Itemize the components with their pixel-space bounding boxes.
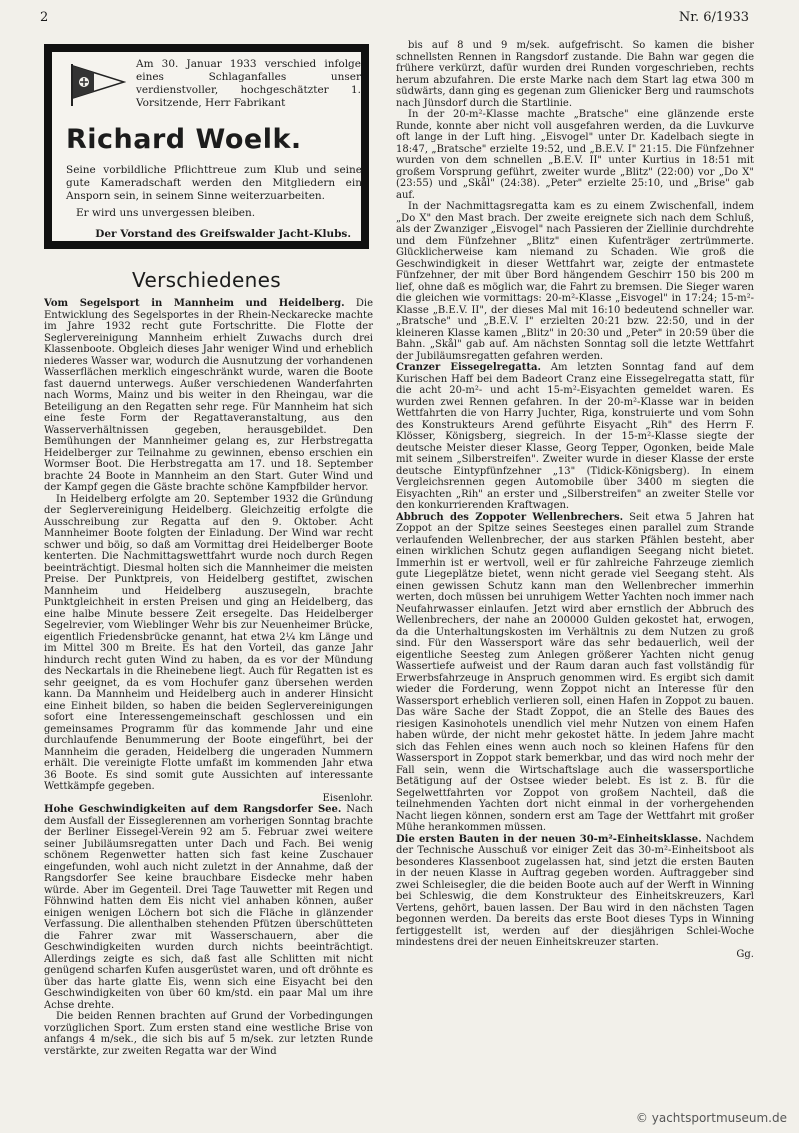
page-number: 2 xyxy=(40,10,49,25)
article-paragraph xyxy=(396,834,754,949)
article-paragraph xyxy=(396,109,754,201)
section-title: Verschiedenes xyxy=(132,268,281,292)
article-text: In Heidelberg erfolgte am 20. September 1932 die Gründung der Seglervereinigung Heidelberg. Gleichzeitig erfolgte die Ausschreibung zur Regatta auf den 9. Oktober. Acht Mannheimer Boote folgten der Einladung. Der Wind war recht schwer und böig, so daß am Vormittag drei Heidelberger Boote kenterten. Die Nachmittagswettfahrt wurde noch durch Regen beeinträchtigt. Diesmal holten sich die Mannheimer die meisten Preise. Der Punktpreis, von Heidelberg gestiftet, zwischen Mannheim und Heidelberg auszusegeln, brachte Punktgleichheit in ersten Preisen und ging an Heidelberg, das eine halbe Minute bessere Zeit ersegelte. Das Heidelberger Segelrevier, vom Wieblinger Wehr bis zur Neuenheimer Brücke, eigentlich Friedensbrücke genannt, hat etwa 2¼ km Länge und im Mittel 300 m Breite. Es hat den Vorteil, das ganze Jahr hindurch recht guten Wind zu haben, da es vor der Mündung des Neckartals in die Rheinebene liegt. Auch für Regatten ist es sehr geeignet, da es vom Hochufer ganz übersehen werden kann. Da Mannheim und Heidelberg auch in anderer Hinsicht eine Einheit bilden, so haben die beiden Seglervereinigungen sofort eine Interessengemeinschaft geschlossen und ein gemeinsames Programm für das kommende Jahr und eine durchlaufende Benummerung der Boote eingeführt, bei der Mannheim die geraden, Heidelberg die ungeraden Nummern erhält. Die vereinigte Flotte umfaßt im kommenden Jahr etwa 36 Boote. Es sind somit gute Aussichten auf interessante Wettkämpfe gegeben. xyxy=(44,493,373,792)
article-text: Die beiden Rennen brachten auf Grund der Vorbedingungen vorzüglichen Sport. Zum ersten stand eine westliche Brise von anfangs 4 m/sek., die sich bis auf 5 m/sek. zur letzten Runde verstärkte, zur zweiten Regatta war der Wind xyxy=(44,1011,373,1057)
article-paragraph xyxy=(44,1011,373,1057)
obituary-name: Richard Woelk. xyxy=(66,124,302,155)
article-heading: Cranzer Eissegelregatta. xyxy=(396,362,541,373)
article-paragraph xyxy=(44,298,373,494)
obituary-text: Seine vorbildliche Pflichttreue zum Klub und seine gute Kameradschaft werden den Mitgliedern ein Ansporn sein, in seinem Sinne weiterzuarbeiten. xyxy=(66,164,362,202)
obituary-signature: Der Vorstand des Greifswalder Jacht-Klubs. xyxy=(95,228,351,240)
article-paragraph xyxy=(396,40,754,109)
article-heading: Hohe Geschwindigkeiten auf dem Rangsdorfer See. xyxy=(44,804,342,815)
article-text: Gg. xyxy=(736,948,754,960)
article-paragraph xyxy=(396,362,754,512)
article-signature xyxy=(44,793,373,805)
article-text: Seit etwa 5 Jahren hat Zoppot an der Spitze seines Seesteges einen parallel zum Strande verlaufenden Wellenbrecher, der aus starken Pfählen besteht, aber einen wirklichen Schutz gegen auflandigen Seegang nicht bietet. Immerhin ist er wertvoll, weil er für zahlreiche Fahrzeuge ziemlich gute Liegeplätze bietet, wenn nicht gerade viel Seegang steht. Als einen gewissen Schutz kann man den Wellenbrecher immerhin werten, doch müssen bei unruhigem Wetter Yachten noch immer nach Neufahrwasser einlaufen. Jetzt wird aber ernstlich der Abbruch des Wellenbrechers, der nahe an 200000 Gulden gekostet hat, erwogen, da die Unterhaltungskosten im Verhältnis zu dem Nutzen zu groß sind. Für den Wassersport wäre das sehr bedauerlich, weil der eigentliche Seesteg zum Anlegen größerer Yachten nicht genug Wassertiefe aufweist und der Raum daran auch fast vollständig für Erwerbsfahrzeuge in Anspruch genommen wird. Es ergibt sich damit wieder die Forderung, wenn Zoppot nicht an Interesse für den Wassersport erheblich verlieren soll, einen Hafen in Zoppot zu bauen. Das wäre Sache der Stadt Zoppot, die an Stelle des Baues des riesigen Kasinohotels unendlich viel mehr Nutzen von einem Hafen haben würde, der nicht mehr gekostet hätte. In jedem Jahre macht sich das Fehlen eines wenn auch noch so kleinen Hafens für den Wassersport in Zoppot stark bemerkbar, und das wird noch mehr der Fall sein, wenn die Wirtschaftslage auch die wassersportliche Betätigung auf der Ostsee wieder belebt. Es ist z. B. für die Segelwettfahrten vor Zoppot von großem Nachteil, daß die teilnehmenden Yachten dort nicht einmal in der vorhergehenden Nacht liegen können, sondern erst am Tage der Wettfahrt mit großer Mühe herankommen müssen. xyxy=(396,511,754,833)
article-text: Die Entwicklung des Segelsportes in der Rhein-Neckarecke machte im Jahre 1932 recht gute Fortschritte. Die Flotte der Seglervereinigung Mannheim erhielt Zuwachs durch drei Klassenboote. Obgleich dieses Jahr weniger Wind und erheblich niederes Wasser war, wodurch die Ausnutzung der vorhandenen Wasserflächen merklich eingeschränkt wurde, waren die Boote fast dauernd unterwegs. Außer verschiedenen Wanderfahrten nach Worms, Mainz und bis weiter in den Rheingau, war die Beteiligung an den Regatten sehr rege. Für Mannheim hat sich eine feste Form der Regattaveranstaltung, aus den Wasserverhältnissen gegeben, herausgebildet. Den Bemühungen der Mannheimer gelang es, zur Herbstregatta Heidelberger zur Teilnahme zu gewinnen, ebenso erschien ein Wormser Boot. Die Herbstregatta am 17. und 18. September brachte 24 Boote in Mannheim an den Start. Guter Wind und der Kampf gegen die Gäste brachte schöne Kampfbilder hervor. xyxy=(44,298,373,493)
obituary-box xyxy=(44,44,369,249)
article-heading: Abbruch des Zoppoter Wellenbrechers. xyxy=(396,511,624,523)
article-paragraph xyxy=(44,494,373,793)
obituary-body xyxy=(66,164,362,220)
article-text: In der Nachmittagsregatta kam es zu einem Zwischenfall, indem „Do X" den Mast brach. Der zweite ereignete sich nach dem Schluß, als der Zwanziger „Eisvogel" nach Passieren der Ziellinie durchdrehte und dem Fünfzehner „Blitz" einen Kufenträger zertrümmerte. Glücklicherweise kam niemand zu Schaden. Wie groß die Geschwindigkeit in dieser Wettfahrt war, zeigte der entmastete Fünfzehner, der mit über Bord hängendem Geschirr 150 bis 200 m lief, ohne daß es möglich war, die Fahrt zu bremsen. Die Sieger waren die gleichen wie vormittags: 20-m²-Klasse „Eisvogel" in 17:24; 15-m²-Klasse „B.E.V. II", der dieses Mal mit 16:10 bedeutend schneller war. „Bratsche" und „B.E.V. I" erzielten 20:21 bzw. 22:50, und in der kleineren Klasse kamen „Blitz" in 20:30 und „Peter" in 20:59 über die Bahn. „Skål" gab auf. Am nächsten Sonntag soll die letzte Wettfahrt der Jubiläumsregatten gefahren werden. xyxy=(396,201,754,362)
article-paragraph xyxy=(44,804,373,1011)
article-text: In der 20-m²-Klasse machte „Bratsche" eine glänzende erste Runde, konnte aber nicht voll ausgefahren werden, da die Luvkurve oft lange in der Luft hing. „Eisvogel" unter Dr. Kadelbach siegte in 18:47, „Bratsche" erzielte 19:52, und „B.E.V. I" 21:15. Die Fünfzehner wurden von dem schnellen „B.E.V. II" unter Kurtius in 18:51 mit großem Vorsprung geführt, zweiter wurde „Blitz" (22:00) vor „Do X" (23:55) und „Skål" (24:38). „Peter" erzielte 25:10, und „Brise" gab auf. xyxy=(396,109,754,201)
article-paragraph xyxy=(396,201,754,362)
article-text: Nachdem der Technische Ausschuß vor einiger Zeit das 30-m²-Einheitsboot als besonderes Klassenboot zugelassen hat, sind jetzt die ersten Bauten in der neuen Klasse in Auftrag gegeben worden. Auftraggeber sind zwei Schleisegler, die die beiden Boote auch auf der Werft in Winning bei Schleswig, die dem Konstrukteur des Einheitskreuzers, Karl Vertens, gehört, bauen lassen. Der Bau wird in den nächsten Tagen begonnen werden. Da bereits das erste Boot dieses Typs in Winning fertiggestellt ist, werden auf der diesjährigen Schlei-Woche mindestens drei der neuen Einheitskreuzer starten. xyxy=(396,833,754,948)
obituary-remembrance: Er wird uns unvergessen bleiben. xyxy=(76,207,256,219)
page-header xyxy=(0,10,799,30)
right-column xyxy=(396,40,754,1088)
article-text: Eisenlohr. xyxy=(322,792,373,804)
article-heading: Die ersten Bauten in der neuen 30-m²-Einheitsklasse. xyxy=(396,833,702,845)
club-pennant-icon xyxy=(66,62,126,108)
article-paragraph xyxy=(396,512,754,834)
obituary-intro: Am 30. Januar 1933 verschied infolge eines Schlaganfalles unser verdienstvoller, hochgeschätzter 1. Vorsitzende, Herr Fabrikant xyxy=(136,58,361,109)
issue-number: Nr. 6/1933 xyxy=(678,10,749,25)
article-signature xyxy=(396,949,754,961)
article-heading: Vom Segelsport in Mannheim und Heidelberg. xyxy=(44,298,345,309)
article-text: bis auf 8 und 9 m/sek. aufgefrischt. So kamen die bisher schnellsten Rennen in Rangsdorf zustande. Die Bahn war gegen die frühere verkürzt, dafür wurden drei Runden vorgeschrieben, rechts herum abzufahren. Die erste Marke nach dem Start lag etwa 300 m südwärts, dann ging es gegenan zum Glienicker Berg und raumschots nach Jünsdorf durch die Startlinie. xyxy=(396,40,754,109)
watermark: © yachtsportmuseum.de xyxy=(635,1111,787,1125)
left-column xyxy=(44,298,373,1088)
article-text: Nach dem Ausfall der Eisseglerennen am vorherigen Sonntag brachte der Berliner Eissegel-Verein 92 am 5. Februar zwei weitere seiner Jubiläumsregatten unter Dach und Fach. Bei wenig schönem Regenwetter hatten sich fast keine Zuschauer eingefunden, wohl auch nicht zuletzt in der Annahme, daß der Rangsdorfer See keine brauchbare Eisdecke mehr haben würde. Aber im Gegenteil. Drei Tage Tauwetter mit Regen und Föhnwind hatten dem Eis nicht viel anhaben können, außer einigen wenigen Löchern bot sich die Fläche in glänzender Verfassung. Die allenthalben stehenden Pfützen überschütteten die Fahrer zwar mit Wasserschauern, aber die Geschwindigkeiten wurden durch nichts beeinträchtigt. Allerdings zeigte es sich, daß fast alle Schlitten mit nicht genügend scharfen Kufen ausgerüstet waren, und oft dröhnte es über das harte glatte Eis, wenn sich eine Eisyacht bei den Geschwindigkeiten von über 60 km/std. ein paar Mal um ihre Achse drehte. xyxy=(44,804,373,1011)
article-text: Am letzten Sonntag fand auf dem Kurischen Haff bei dem Badeort Cranz eine Eissegelregatta statt, für die acht 20-m²- und acht 15-m²-Eisyachten gemeldet waren. Es wurden zwei Rennen gefahren. In der 20-m²-Klasse war in beiden Wettfahrten die von Harry Juchter, Riga, konstruierte und vom Sohn des Konstrukteurs Arend geführte Eisyacht „Rih" des Herrn F. Klösser, Königsberg, siegreich. In der 15-m²-Klasse siegte der deutsche Meister dieser Klasse, Georg Tepper, Ogonken, beide Male mit seinem „Silberstreifen". Zweiter wurde in dieser Klasse der erste deutsche Eintypfünfzehner „13" (Tidick-Königsberg). In einem Vergleichsrennen gegen Automobile über 3400 m siegten die Eisyachten „Rih" an erster und „Silberstreifen" an zweiter Stelle vor den konkurrierenden Kraftwagen. xyxy=(396,362,754,511)
